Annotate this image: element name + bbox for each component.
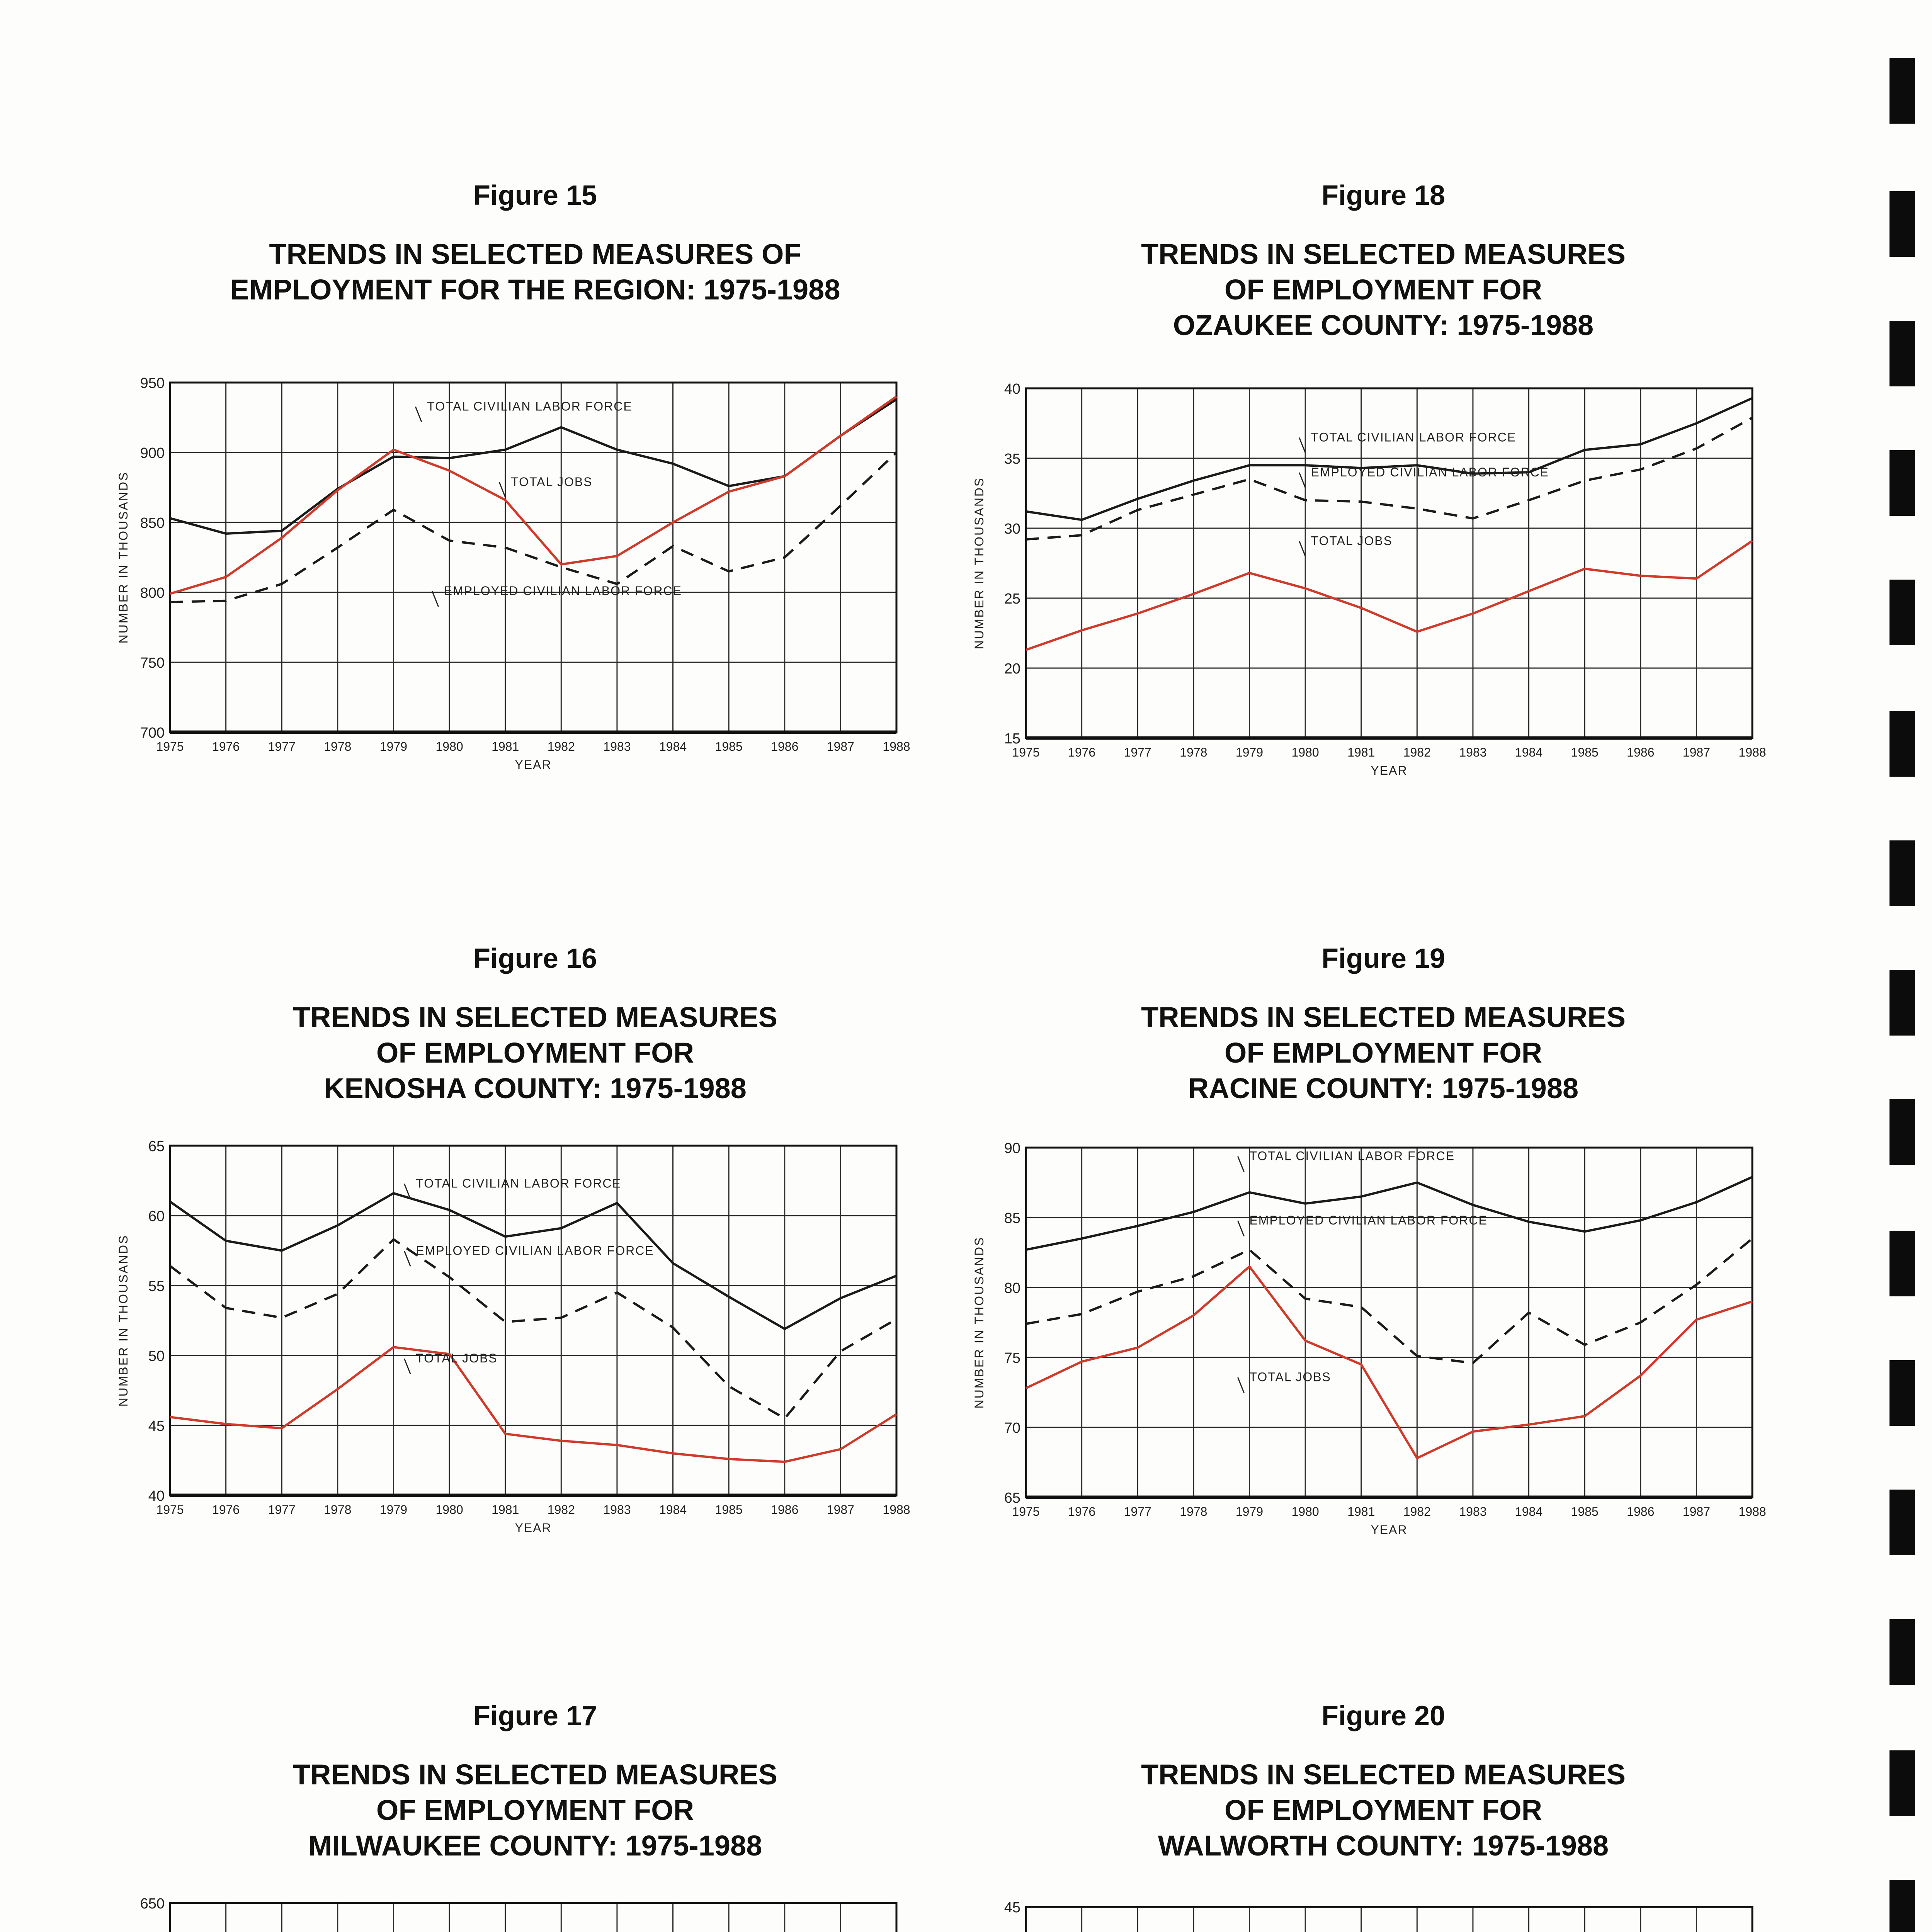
binder-tab — [1889, 1231, 1915, 1296]
figure-label: Figure 18 — [1321, 180, 1446, 211]
x-tick-label: 1977 — [1124, 745, 1151, 759]
x-tick-label: 1988 — [883, 740, 910, 753]
x-tick-label: 1979 — [1235, 745, 1264, 759]
series-label-jobs: TOTAL JOBS — [511, 474, 593, 489]
y-tick-label: 950 — [140, 375, 165, 391]
y-tick-label: 65 — [1004, 1490, 1020, 1506]
y-tick-label: 45 — [1004, 1900, 1020, 1916]
series-label-labor_force: TOTAL CIVILIAN LABOR FORCE — [427, 399, 633, 413]
series-label-labor_force: TOTAL CIVILIAN LABOR FORCE — [1311, 430, 1517, 444]
y-tick-label: 35 — [1004, 451, 1020, 467]
binder-tab — [1889, 580, 1915, 645]
y-tick-label: 70 — [1004, 1420, 1020, 1436]
y-tick-label: 650 — [140, 1896, 165, 1912]
y-tick-label: 60 — [148, 1208, 165, 1225]
chart-title: TRENDS IN SELECTED MEASURES OF EMPLOYMENT FOR RACINE COUNTY: 1975-1988 — [1141, 1001, 1626, 1104]
x-tick-label: 1976 — [212, 740, 240, 753]
x-tick-label: 1984 — [1515, 745, 1543, 759]
x-tick-label: 1978 — [1180, 1505, 1208, 1519]
x-axis-label: YEAR — [515, 758, 552, 772]
x-tick-label: 1980 — [435, 1503, 463, 1517]
x-tick-label: 1980 — [1291, 745, 1319, 759]
x-tick-label: 1986 — [771, 1503, 799, 1517]
series-label-labor_force: TOTAL CIVILIAN LABOR FORCE — [416, 1176, 621, 1190]
x-tick-label: 1977 — [1124, 1505, 1151, 1519]
x-tick-label: 1975 — [1012, 1505, 1040, 1519]
binder-tab — [1889, 1880, 1915, 1932]
binder-tab — [1889, 1619, 1915, 1685]
series-label-employed: EMPLOYED CIVILIAN LABOR FORCE — [1311, 465, 1549, 480]
x-tick-label: 1976 — [1068, 1505, 1096, 1519]
series-label-jobs: TOTAL JOBS — [416, 1351, 498, 1366]
x-tick-label: 1975 — [156, 740, 184, 753]
x-axis-label: YEAR — [515, 1521, 552, 1535]
x-tick-label: 1980 — [435, 740, 463, 753]
x-tick-label: 1985 — [1571, 745, 1599, 759]
y-tick-label: 800 — [140, 585, 165, 601]
x-tick-label: 1975 — [1012, 745, 1040, 759]
binder-tab — [1889, 840, 1915, 906]
x-tick-label: 1982 — [547, 740, 575, 753]
chart-title: TRENDS IN SELECTED MEASURES OF EMPLOYMENT FOR MILWAUKEE COUNTY: 1975-1988 — [293, 1759, 778, 1862]
x-tick-label: 1982 — [1403, 745, 1431, 759]
y-tick-label: 65 — [148, 1138, 165, 1155]
x-tick-label: 1988 — [1738, 745, 1766, 759]
x-axis-label: YEAR — [1371, 1523, 1408, 1537]
y-tick-label: 85 — [1004, 1210, 1020, 1226]
y-tick-label: 40 — [1004, 381, 1020, 397]
chart-title: TRENDS IN SELECTED MEASURES OF EMPLOYMENT FOR KENOSHA COUNTY: 1975-1988 — [293, 1001, 778, 1104]
x-tick-label: 1984 — [1515, 1505, 1543, 1519]
y-tick-label: 90 — [1004, 1140, 1020, 1156]
y-tick-label: 15 — [1004, 731, 1020, 747]
figure-label: Figure 19 — [1321, 943, 1446, 974]
x-tick-label: 1985 — [1571, 1505, 1599, 1519]
binder-tab — [1889, 1490, 1915, 1555]
x-tick-label: 1976 — [1068, 745, 1096, 759]
x-tick-label: 1987 — [827, 740, 854, 753]
y-tick-label: 45 — [148, 1418, 165, 1434]
chart-title: TRENDS IN SELECTED MEASURES OF EMPLOYMENT FOR OZAUKEE COUNTY: 1975-1988 — [1141, 238, 1626, 341]
x-tick-label: 1978 — [324, 1503, 352, 1517]
x-tick-label: 1987 — [1682, 1505, 1710, 1519]
y-tick-label: 20 — [1004, 661, 1020, 677]
x-tick-label: 1984 — [659, 740, 687, 753]
x-tick-label: 1985 — [715, 1503, 743, 1517]
x-tick-label: 1985 — [715, 740, 743, 753]
x-tick-label: 1987 — [1682, 745, 1710, 759]
x-tick-label: 1986 — [1627, 1505, 1655, 1519]
y-axis-label: NUMBER IN THOUSANDS — [972, 1236, 986, 1409]
y-tick-label: 40 — [148, 1488, 165, 1504]
figure-label: Figure 17 — [473, 1701, 597, 1731]
series-label-employed: EMPLOYED CIVILIAN LABOR FORCE — [416, 1243, 654, 1258]
x-tick-label: 1981 — [1347, 1505, 1375, 1519]
series-label-employed: EMPLOYED CIVILIAN LABOR FORCE — [444, 584, 682, 598]
x-tick-label: 1988 — [1738, 1505, 1766, 1519]
binder-tab — [1889, 1360, 1915, 1426]
series-label-employed: EMPLOYED CIVILIAN LABOR FORCE — [1249, 1213, 1488, 1228]
chart-title: TRENDS IN SELECTED MEASURES OF EMPLOYMENT FOR WALWORTH COUNTY: 1975-1988 — [1141, 1759, 1626, 1862]
series-label-labor_force: TOTAL CIVILIAN LABOR FORCE — [1249, 1149, 1455, 1163]
x-tick-label: 1977 — [268, 1503, 296, 1517]
y-tick-label: 750 — [140, 655, 165, 671]
figure-label: Figure 15 — [473, 180, 597, 211]
x-tick-label: 1977 — [268, 740, 296, 753]
y-tick-label: 30 — [1004, 521, 1020, 537]
y-tick-label: 700 — [140, 725, 165, 741]
x-tick-label: 1975 — [156, 1503, 184, 1517]
binder-tab — [1889, 191, 1915, 257]
chart-title: TRENDS IN SELECTED MEASURES OF EMPLOYMENT FOR THE REGION: 1975-1988 — [230, 238, 840, 306]
x-tick-label: 1980 — [1291, 1505, 1319, 1519]
binder-tab — [1889, 1750, 1915, 1816]
plot-frame — [1026, 1907, 1752, 1932]
y-tick-label: 55 — [148, 1278, 165, 1294]
x-tick-label: 1976 — [212, 1503, 240, 1517]
x-tick-label: 1979 — [379, 740, 408, 753]
y-tick-label: 900 — [140, 445, 165, 461]
x-tick-label: 1984 — [659, 1503, 687, 1517]
x-tick-label: 1978 — [324, 740, 352, 753]
x-tick-label: 1983 — [1459, 1505, 1487, 1519]
x-tick-label: 1986 — [771, 740, 799, 753]
binder-tab — [1889, 711, 1915, 777]
x-tick-label: 1979 — [379, 1503, 408, 1517]
x-tick-label: 1983 — [603, 740, 631, 753]
figure-label: Figure 16 — [473, 943, 597, 974]
x-tick-label: 1982 — [1403, 1505, 1431, 1519]
binder-tab — [1889, 58, 1915, 124]
x-tick-label: 1986 — [1627, 745, 1655, 759]
y-axis-label: NUMBER IN THOUSANDS — [116, 471, 130, 644]
binder-tab — [1889, 321, 1915, 386]
x-tick-label: 1983 — [603, 1503, 631, 1517]
y-tick-label: 80 — [1004, 1280, 1020, 1296]
binder-tab — [1889, 970, 1915, 1036]
binder-tab — [1889, 450, 1915, 516]
y-tick-label: 50 — [148, 1348, 165, 1364]
x-tick-label: 1978 — [1180, 745, 1208, 759]
x-tick-label: 1981 — [492, 740, 519, 753]
figure-label: Figure 20 — [1321, 1701, 1446, 1731]
x-tick-label: 1988 — [883, 1503, 910, 1517]
x-tick-label: 1981 — [492, 1503, 519, 1517]
y-tick-label: 25 — [1004, 591, 1020, 607]
x-tick-label: 1979 — [1235, 1505, 1264, 1519]
x-tick-label: 1983 — [1459, 745, 1487, 759]
x-tick-label: 1981 — [1347, 745, 1375, 759]
series-label-jobs: TOTAL JOBS — [1311, 534, 1393, 548]
series-label-jobs: TOTAL JOBS — [1249, 1370, 1331, 1384]
y-axis-label: NUMBER IN THOUSANDS — [116, 1234, 130, 1407]
y-tick-label: 75 — [1004, 1350, 1020, 1366]
x-axis-label: YEAR — [1371, 764, 1408, 777]
x-tick-label: 1987 — [827, 1503, 854, 1517]
y-tick-label: 850 — [140, 515, 165, 531]
y-axis-label: NUMBER IN THOUSANDS — [972, 477, 986, 650]
x-tick-label: 1982 — [547, 1503, 575, 1517]
binder-tab — [1889, 1099, 1915, 1165]
